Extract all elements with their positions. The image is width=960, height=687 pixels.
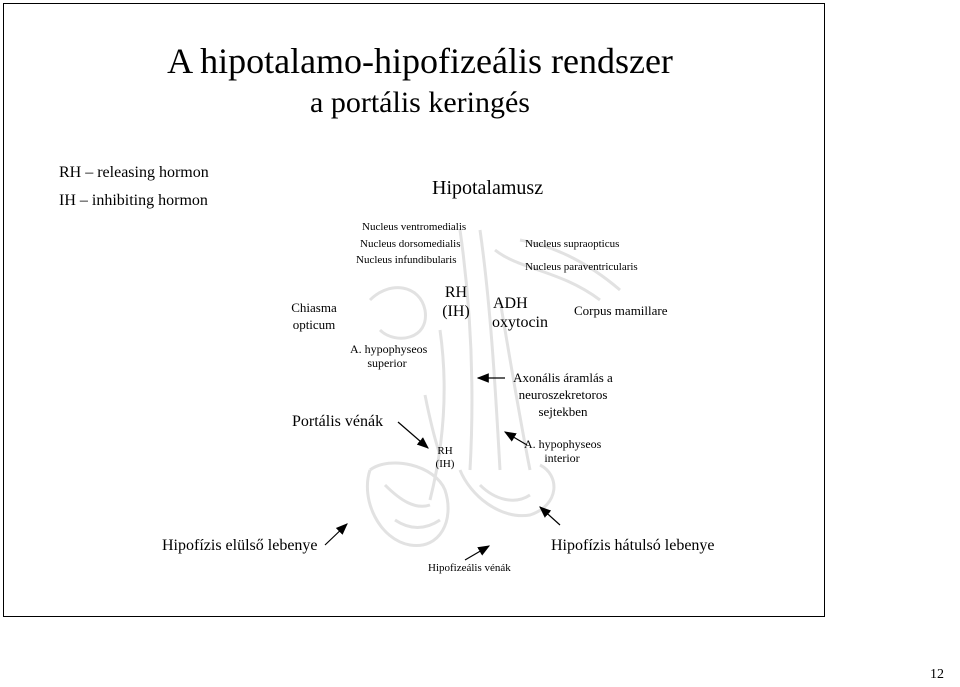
label-a-hypophyseos-interior-2: interior bbox=[544, 451, 580, 465]
label-chiasma: Chiasma bbox=[291, 300, 337, 315]
label-portalis-venak: Portális vénák bbox=[292, 413, 384, 430]
label-nucleus-dorsomedialis: Nucleus dorsomedialis bbox=[360, 238, 461, 250]
label-nucleus-ventromedialis: Nucleus ventromedialis bbox=[362, 221, 467, 233]
label-nucleus-paraventricularis: Nucleus paraventricularis bbox=[525, 261, 638, 273]
label-hipofizis-elulso: Hipofízis elülső lebenye bbox=[162, 537, 318, 554]
label-a-hypophyseos-interior-1: A. hypophyseos bbox=[524, 437, 602, 451]
label-hipotalamusz: Hipotalamusz bbox=[432, 177, 544, 199]
label-corpus-mamillare: Corpus mamillare bbox=[574, 303, 668, 318]
label-oxytocin: oxytocin bbox=[492, 314, 548, 331]
label-ih-lower: (IH) bbox=[435, 458, 455, 470]
page-number: 12 bbox=[930, 667, 944, 682]
title-line-1: A hipotalamo-hipofizeális rendszer bbox=[167, 41, 673, 81]
label-rh-upper: RH bbox=[444, 284, 468, 301]
label-adh: ADH bbox=[493, 295, 528, 312]
label-rh-lower: RH bbox=[437, 445, 453, 457]
label-hipofizealis-venak: Hipofizeális vénák bbox=[428, 562, 511, 574]
label-ih-upper: (IH) bbox=[442, 303, 470, 320]
label-nucleus-infundibularis: Nucleus infundibularis bbox=[356, 254, 457, 266]
arrow-elulso bbox=[325, 524, 347, 545]
label-a-hypophyseos-superior-2: superior bbox=[367, 356, 407, 370]
label-hipofizis-hatulso: Hipofízis hátulsó lebenye bbox=[551, 537, 715, 554]
label-opticum: opticum bbox=[292, 317, 336, 332]
legend-ih: IH – inhibiting hormon bbox=[59, 192, 208, 209]
arrow-venak bbox=[465, 546, 489, 560]
label-axonalis-1: Axonális áramlás a bbox=[513, 370, 613, 385]
arrow-hatulso bbox=[540, 507, 560, 525]
label-axonalis-3: sejtekben bbox=[538, 404, 588, 419]
label-a-hypophyseos-superior-1: A. hypophyseos bbox=[350, 342, 428, 356]
label-nucleus-supraopticus: Nucleus supraopticus bbox=[525, 238, 620, 250]
legend-rh: RH – releasing hormon bbox=[59, 164, 209, 181]
arrow-portalis bbox=[398, 422, 428, 448]
title-line-2: a portális keringés bbox=[310, 86, 530, 119]
label-axonalis-2: neuroszekretoros bbox=[518, 387, 608, 402]
